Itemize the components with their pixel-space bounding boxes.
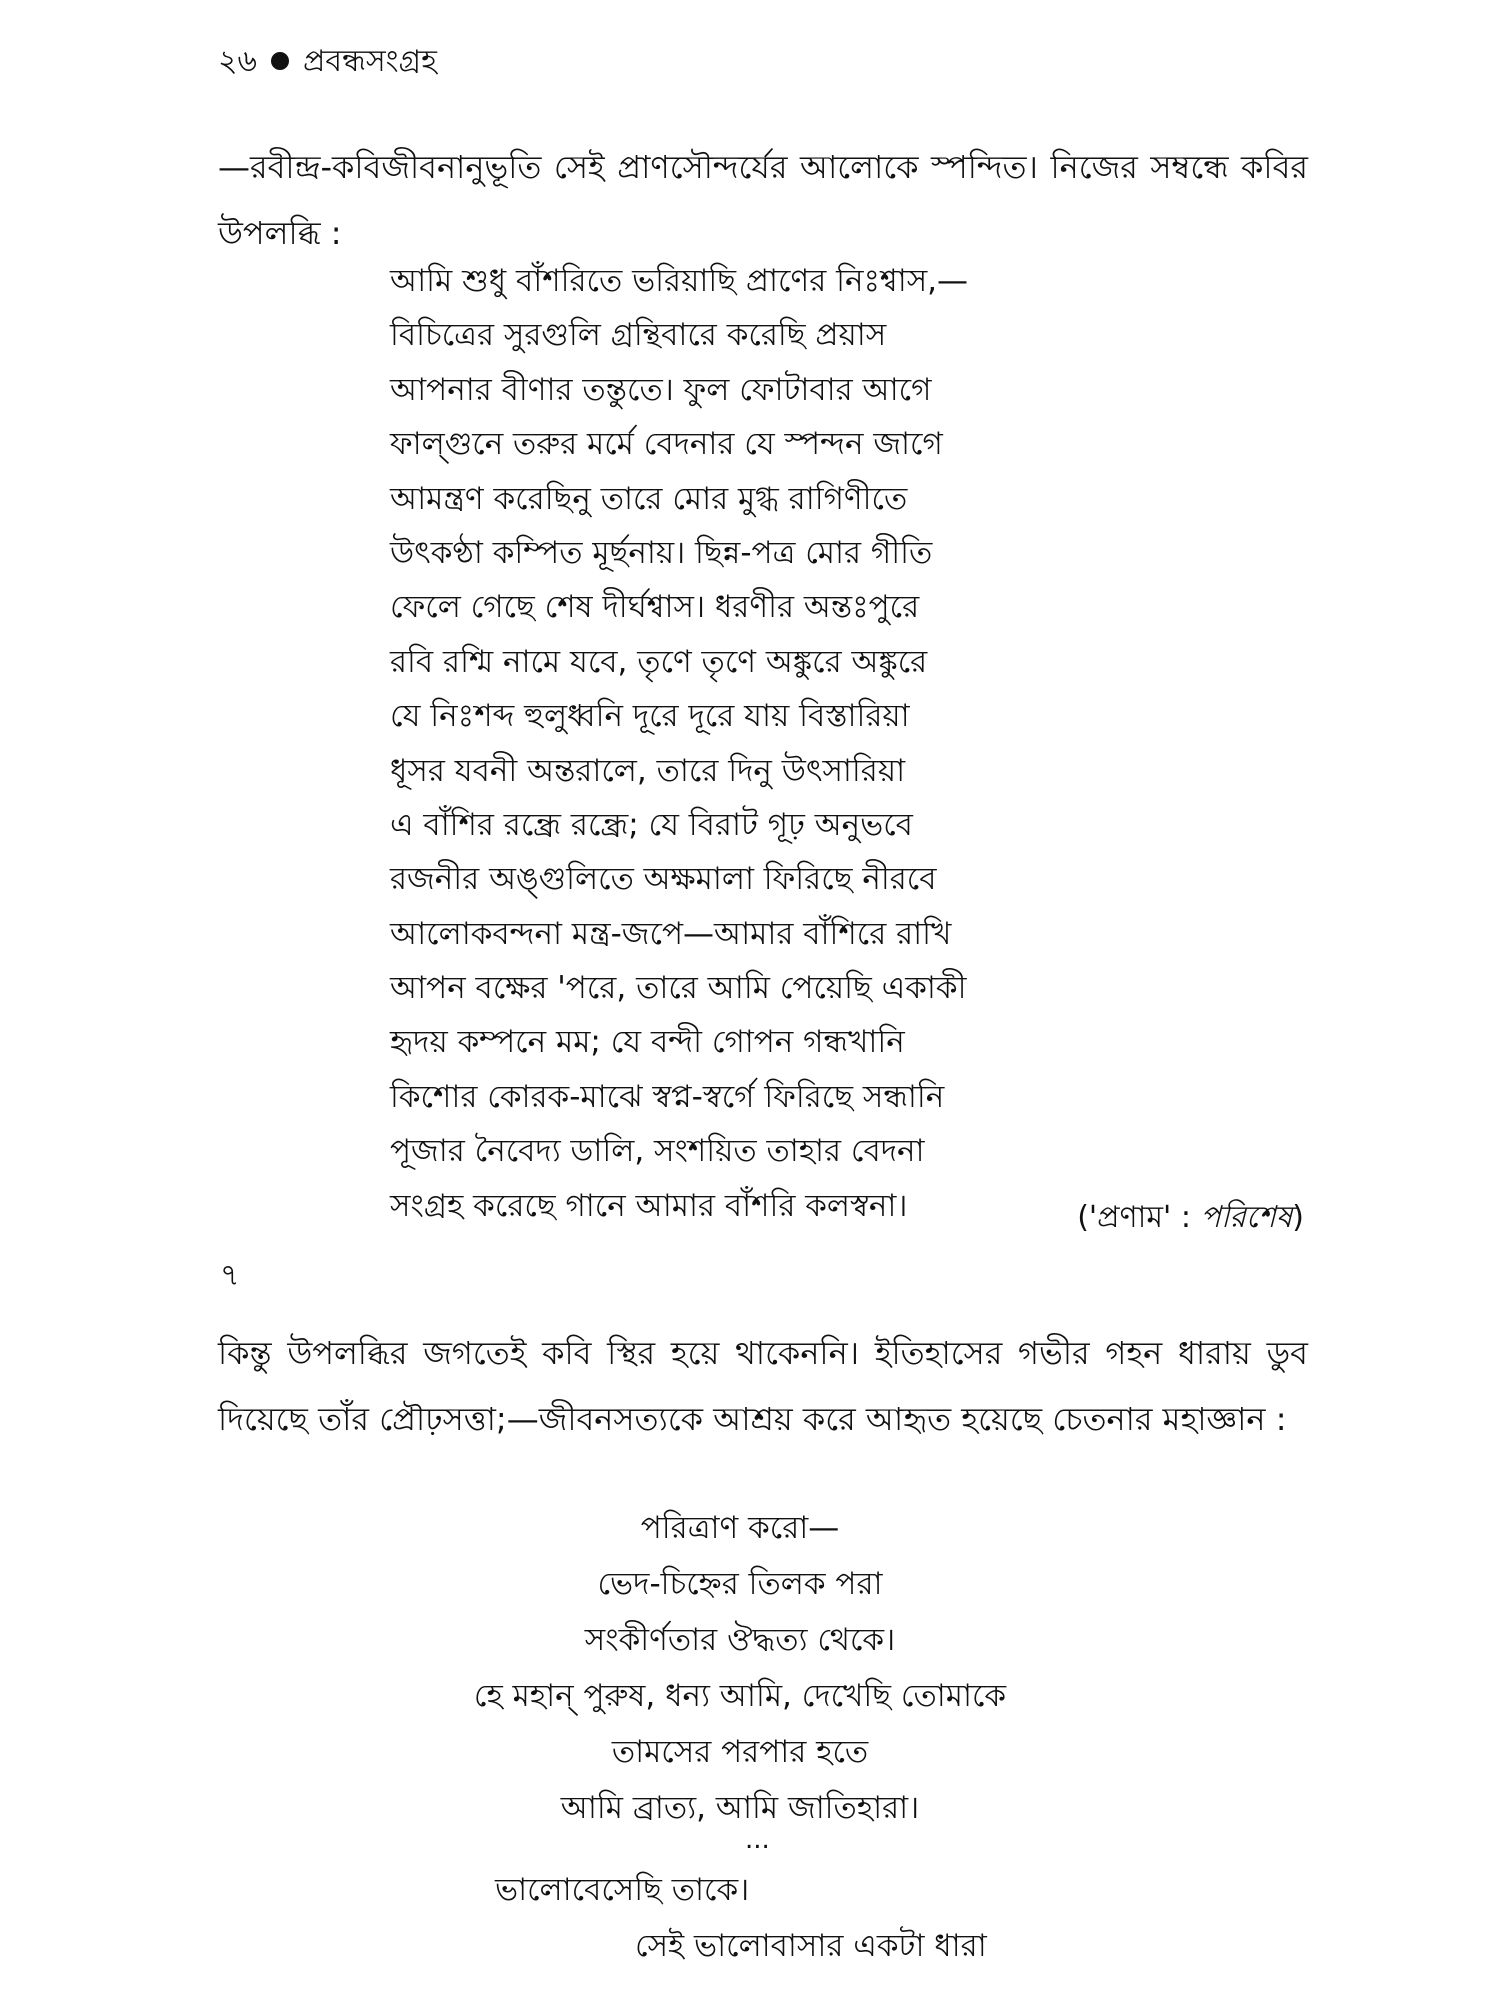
poem-line: ফাল্গুনে তরুর মর্মে বেদনার যে স্পন্দন জাগে [390, 426, 943, 463]
poem-citation [1077, 1196, 1304, 1240]
poem-two [400, 1500, 1080, 1836]
poem-three [495, 1862, 987, 1974]
poem-line: রবি রশ্মি নামে যবে, তৃণে তৃণে অঙ্কুরে অঙ্কুরে [390, 643, 928, 680]
poem-line: সংকীর্ণতার ঔদ্ধত্য থেকে। [584, 1622, 896, 1658]
citation-source: 'প্রণাম' [1088, 1200, 1172, 1235]
poem-line: এ বাঁশির রন্ধ্রে রন্ধ্রে; যে বিরাট গূঢ় অনুভবে [390, 806, 913, 843]
intro-paragraph-block [218, 134, 1308, 266]
book-title: প্রবন্ধসংগ্রহ [303, 44, 437, 79]
poem-ellipsis: ... [745, 1825, 770, 1855]
poem-line: পরিত্রাণ করো— [640, 1510, 840, 1546]
poem-line: রজনীর অঙ্গুলিতে অক্ষমালা ফিরিছে নীরবে [390, 861, 937, 898]
poem-one [390, 254, 968, 1233]
section-number: ৭ [220, 1258, 240, 1293]
poem-line: ভালোবেসেছি তাকে। [495, 1872, 750, 1908]
second-paragraph-block [218, 1320, 1308, 1452]
running-head [218, 40, 437, 84]
poem-line: আপন বক্ষের 'পরে, তারে আমি পেয়েছি একাকী [390, 970, 967, 1007]
poem-line: কিশোর কোরক-মাঝে স্বপ্ন-স্বর্গে ফিরিছে সন্ধানি [390, 1078, 945, 1115]
citation-separator: : [1171, 1200, 1201, 1235]
poem-line: হে মহান্ পুরুষ, ধন্য আমি, দেখেছি তোমাকে [473, 1678, 1007, 1714]
poem-line: ধূসর যবনী অন্তরালে, তারে দিনু উৎসারিয়া [390, 752, 906, 789]
poem-line: আমি ব্রাত্য, আমি জাতিহারা। [560, 1790, 920, 1826]
citation-open: ( [1077, 1200, 1089, 1235]
page-number: ২৬ [218, 44, 258, 79]
poem-line: বিচিত্রের সুরগুলি গ্রন্থিবারে করেছি প্রয়াস [390, 317, 887, 354]
poem-line: আলোকবন্দনা মন্ত্র-জপে—আমার বাঁশিরে রাখি [390, 915, 952, 952]
poem-line: তামসের পরপার হতে [611, 1734, 869, 1770]
poem-line: ফেলে গেছে শেষ দীর্ঘশ্বাস। ধরণীর অন্তঃপুরে [390, 589, 920, 626]
intro-paragraph: —রবীন্দ্র-কবিজীবনানুভূতি সেই প্রাণসৌন্দর্যের আলোকে স্পন্দিত। নিজের সম্বন্ধে কবির উপলব্ধি : [218, 148, 1308, 252]
poem-line: আমি শুধু বাঁশরিতে ভরিয়াছি প্রাণের নিঃশ্বাস,— [390, 263, 969, 299]
bullet-icon [271, 52, 289, 70]
poem-line: উৎকণ্ঠা কম্পিত মূর্ছনায়। ছিন্ন-পত্র মোর গীতি [390, 534, 933, 571]
poem-line: সেই ভালোবাসার একটা ধারা [635, 1928, 987, 1964]
citation-close: ) [1292, 1200, 1304, 1235]
poem-line: যে নিঃশব্দ হুলুধ্বনি দূরে দূরে যায় বিস্তারিয়া [390, 698, 910, 735]
poem-line: আমন্ত্রণ করেছিনু তারে মোর মুগ্ধ রাগিণীতে [390, 480, 908, 517]
second-paragraph: কিন্তু উপলব্ধির জগতেই কবি স্থির হয়ে থাকেননি। ইতিহাসের গভীর গহন ধারায় ডুব দিয়েছে তাঁর প্রৌঢ়সত্তা;—জীবনসত্যকে আশ্রয় করে আহৃত হয়েছে চেতনার মহাজ্ঞান : [218, 1334, 1308, 1438]
poem-line: আপনার বীণার তন্তুতে। ফুল ফোটাবার আগে [390, 371, 932, 408]
citation-collection: পরিশেষ [1200, 1200, 1293, 1235]
poem-line: সংগ্রহ করেছে গানে আমার বাঁশরি কলস্বনা। [390, 1187, 908, 1224]
poem-line: ভেদ-চিহ্নের তিলক পরা [597, 1566, 883, 1602]
poem-line: হৃদয় কম্পনে মম; যে বন্দী গোপন গন্ধখানি [390, 1024, 905, 1061]
poem-line: পূজার নৈবেদ্য ডালি, সংশয়িত তাহার বেদনা [390, 1133, 925, 1170]
